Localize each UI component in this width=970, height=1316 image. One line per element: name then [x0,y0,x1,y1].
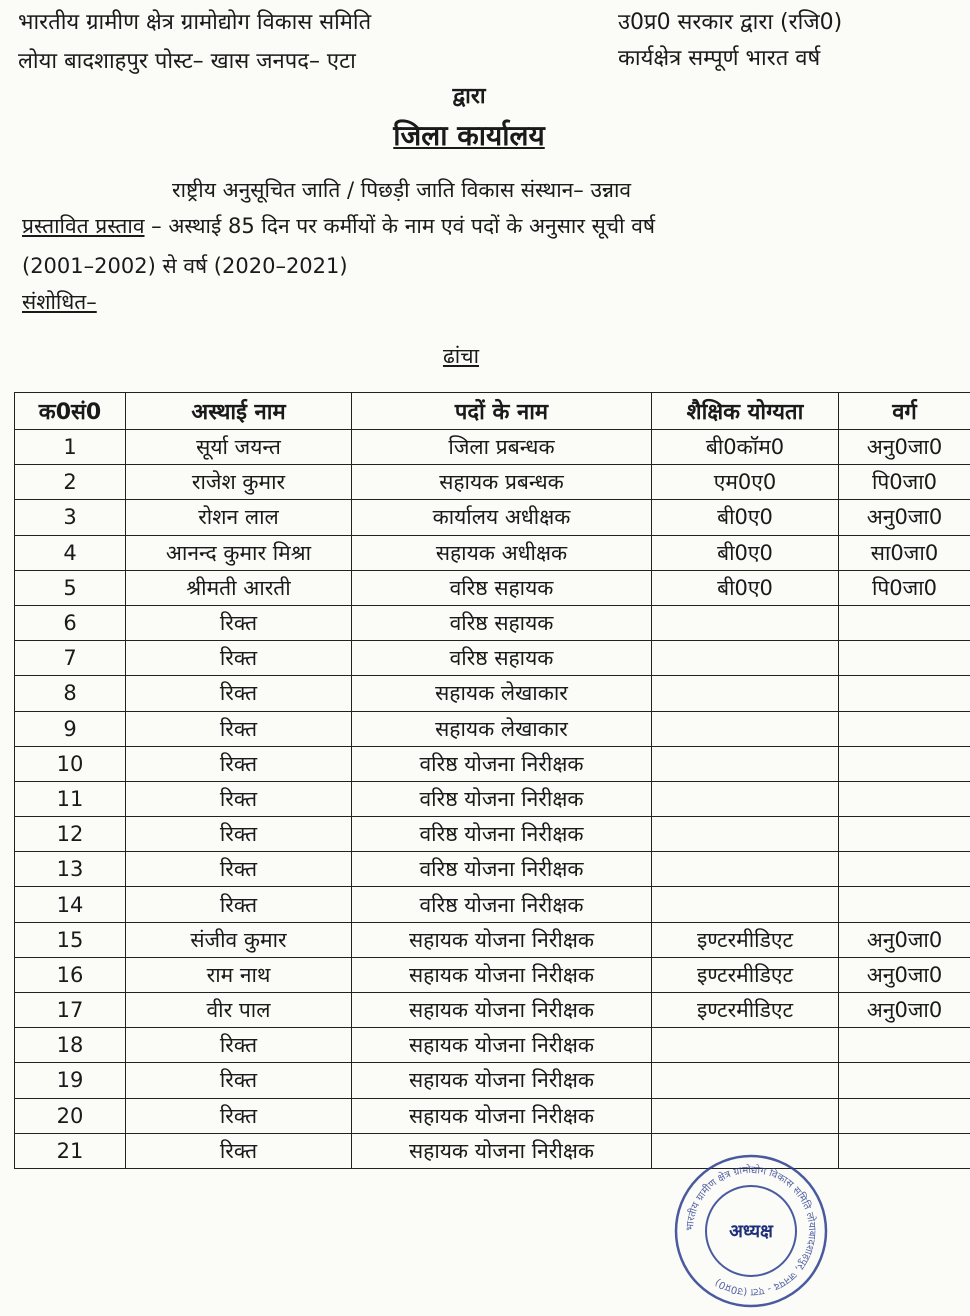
cell-serial: 12 [15,817,126,852]
table-row [15,676,970,711]
cell-category: अनु0जा0 [839,922,970,957]
cell-name: राजेश कुमार [126,465,352,500]
cell-name: रिक्त [126,852,352,887]
cell-qualification [652,781,839,816]
seal-stamp [672,1152,830,1310]
cell-post: वरिष्ठ सहायक [352,605,652,640]
cell-name: रिक्त [126,1133,352,1168]
cell-post: सहायक योजना निरीक्षक [352,1098,652,1133]
cell-post: वरिष्ठ सहायक [352,570,652,605]
cell-post: सहायक योजना निरीक्षक [352,1063,652,1098]
cell-category: अनु0जा0 [839,500,970,535]
cell-qualification [652,817,839,852]
cell-serial: 15 [15,922,126,957]
table-body [15,430,970,1169]
cell-category: अनु0जा0 [839,430,970,465]
cell-serial: 9 [15,711,126,746]
cell-serial: 20 [15,1098,126,1133]
cell-category [839,605,970,640]
cell-qualification: इण्टरमीडिएट [652,993,839,1028]
table-row [15,817,970,852]
cell-name: रिक्त [126,605,352,640]
cell-qualification: बी0कॉम0 [652,430,839,465]
table-row [15,465,970,500]
cell-category [839,746,970,781]
cell-name: रिक्त [126,781,352,816]
cell-post: वरिष्ठ योजना निरीक्षक [352,781,652,816]
structure-label [0,342,946,370]
cell-name: सूर्या जयन्त [126,430,352,465]
cell-category: पि0जा0 [839,570,970,605]
cell-category [839,711,970,746]
table-row [15,1028,970,1063]
structure-text: ढांचा [442,344,480,368]
cell-name: रिक्त [126,711,352,746]
by-label: द्वारा [452,84,486,109]
cell-qualification [652,605,839,640]
table-row [15,746,970,781]
cell-serial: 10 [15,746,126,781]
page-title [0,116,954,154]
cell-name: रिक्त [126,1063,352,1098]
stamp-center-text: अध्यक्ष [729,1221,773,1242]
cell-name: आनन्द कुमार मिश्रा [126,535,352,570]
table-row [15,887,970,922]
cell-post: सहायक अधीक्षक [352,535,652,570]
cell-post: कार्यालय अधीक्षक [352,500,652,535]
cell-name: रिक्त [126,641,352,676]
cell-qualification: एम0ए0 [652,465,839,500]
cell-qualification: बी0ए0 [652,500,839,535]
cell-name: रिक्त [126,887,352,922]
cell-post: सहायक प्रबन्धक [352,465,652,500]
header-qualification: शैक्षिक योग्यता [652,393,839,430]
table-row [15,1098,970,1133]
cell-qualification [652,711,839,746]
table-row [15,711,970,746]
header-name: अस्थाई नाम [126,393,352,430]
cell-qualification: इण्टरमीडिएट [652,957,839,992]
table-row [15,570,970,605]
cell-name: वीर पाल [126,993,352,1028]
cell-name: रिक्त [126,746,352,781]
header-serial: क0सं0 [15,393,126,430]
cell-name: रिक्त [126,1098,352,1133]
cell-post: सहायक योजना निरीक्षक [352,1028,652,1063]
cell-qualification [652,641,839,676]
work-area-text: कार्यक्षेत्र सम्पूर्ण भारत वर्ष [618,46,821,71]
cell-serial: 16 [15,957,126,992]
table-row [15,535,970,570]
cell-serial: 11 [15,781,126,816]
cell-qualification [652,746,839,781]
amended-text: संशोधित– [22,290,97,314]
cell-serial: 5 [15,570,126,605]
cell-qualification [652,1098,839,1133]
cell-post: सहायक योजना निरीक्षक [352,922,652,957]
cell-name: रिक्त [126,676,352,711]
cell-category: पि0जा0 [839,465,970,500]
cell-serial: 13 [15,852,126,887]
cell-post: वरिष्ठ योजना निरीक्षक [352,817,652,852]
cell-post: सहायक योजना निरीक्षक [352,993,652,1028]
table-header-row [15,393,970,430]
table-row [15,500,970,535]
cell-qualification [652,1028,839,1063]
cell-category [839,817,970,852]
org-name: भारतीय ग्रामीण क्षेत्र ग्रामोद्योग विकास समिति [18,10,372,35]
cell-serial: 19 [15,1063,126,1098]
cell-name: राम नाथ [126,957,352,992]
cell-post: वरिष्ठ योजना निरीक्षक [352,852,652,887]
cell-post: सहायक लेखाकार [352,711,652,746]
table-row [15,993,970,1028]
header-category: वर्ग [839,393,970,430]
cell-category [839,1028,970,1063]
cell-serial: 3 [15,500,126,535]
cell-category [839,1098,970,1133]
cell-serial: 1 [15,430,126,465]
proposal-label: प्रस्तावित प्रस्ताव [22,214,145,238]
cell-post: सहायक लेखाकार [352,676,652,711]
stamp-ring-text: भारतीय ग्रामीण क्षेत्र ग्रामोद्योग विकास समिति लोयाबादशाहपुर, जनपद - एटा (उ0प्र0) [684,1164,818,1298]
cell-category: सा0जा0 [839,535,970,570]
table-row [15,605,970,640]
cell-name: संजीव कुमार [126,922,352,957]
table-row [15,922,970,957]
staff-table [14,392,970,1169]
cell-name: रिक्त [126,1028,352,1063]
table-row [15,852,970,887]
cell-post: जिला प्रबन्धक [352,430,652,465]
header-post: पदों के नाम [352,393,652,430]
cell-serial: 17 [15,993,126,1028]
institute-line: राष्ट्रीय अनुसूचित जाति / पिछड़ी जाति विकास संस्थान– उन्नाव [172,178,632,202]
cell-serial: 18 [15,1028,126,1063]
proposal-years: (2001–2002) से वर्ष (2020–2021) [22,254,348,278]
cell-category [839,852,970,887]
cell-category [839,781,970,816]
cell-post: सहायक योजना निरीक्षक [352,1133,652,1168]
cell-qualification: बी0ए0 [652,535,839,570]
office-title: जिला कार्यालय [393,119,545,152]
proposal-line [22,212,655,240]
cell-serial: 4 [15,535,126,570]
cell-serial: 6 [15,605,126,640]
proposal-text: – अस्थाई 85 दिन पर कर्मीयों के नाम एवं पदों के अनुसार सूची वर्ष [144,214,656,238]
cell-post: वरिष्ठ योजना निरीक्षक [352,887,652,922]
table-row [15,1063,970,1098]
cell-category [839,1133,970,1168]
table-row [15,641,970,676]
cell-serial: 2 [15,465,126,500]
table-row [15,781,970,816]
cell-name: रोशन लाल [126,500,352,535]
table-row [15,957,970,992]
cell-category [839,887,970,922]
cell-name: रिक्त [126,817,352,852]
cell-category [839,676,970,711]
cell-post: सहायक योजना निरीक्षक [352,957,652,992]
cell-post: वरिष्ठ योजना निरीक्षक [352,746,652,781]
cell-name: श्रीमती आरती [126,570,352,605]
cell-serial: 8 [15,676,126,711]
cell-qualification [652,887,839,922]
table-row [15,430,970,465]
cell-category: अनु0जा0 [839,957,970,992]
cell-category [839,1063,970,1098]
org-address: लोया बादशाहपुर पोस्ट– खास जनपद– एटा [18,49,356,74]
cell-post: वरिष्ठ सहायक [352,641,652,676]
cell-serial: 7 [15,641,126,676]
cell-qualification [652,676,839,711]
cell-qualification [652,1063,839,1098]
cell-serial: 21 [15,1133,126,1168]
cell-qualification: इण्टरमीडिएट [652,922,839,957]
cell-qualification [652,852,839,887]
cell-qualification: बी0ए0 [652,570,839,605]
registration-text: उ0प्र0 सरकार द्वारा (रजि0) [618,10,843,35]
cell-category: अनु0जा0 [839,993,970,1028]
amended-label [22,288,97,316]
cell-serial: 14 [15,887,126,922]
cell-category [839,641,970,676]
